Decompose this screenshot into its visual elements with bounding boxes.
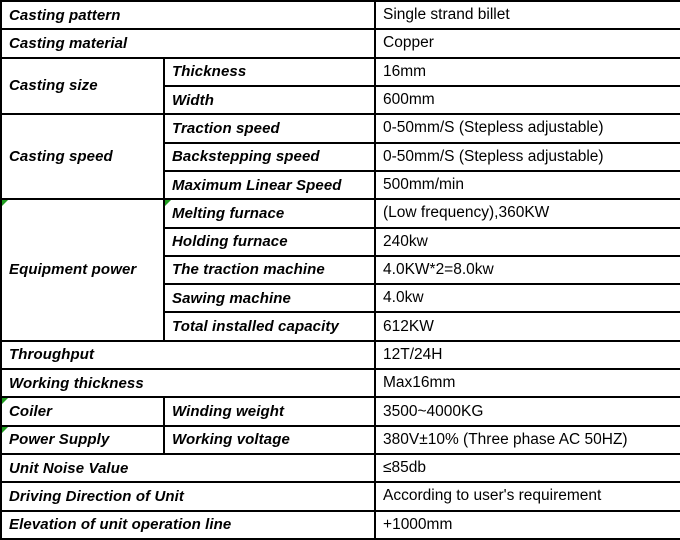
comment-marker-icon — [2, 427, 8, 433]
table-row — [1, 1, 680, 29]
table-row — [1, 114, 680, 142]
spec-value-thickness: 16mm — [375, 58, 680, 86]
table-row — [1, 454, 680, 482]
spec-value-backstepping-speed: 0-50mm/S (Stepless adjustable) — [375, 143, 680, 171]
spec-value-traction-speed: 0-50mm/S (Stepless adjustable) — [375, 114, 680, 142]
spec-label-text: Melting furnace — [172, 204, 285, 222]
table-row — [1, 511, 680, 539]
table-row — [1, 29, 680, 57]
spec-group-label: Power Supply — [9, 431, 110, 449]
spec-label-traction-machine: The traction machine — [164, 256, 375, 284]
spec-value-working-thickness: Max16mm — [375, 369, 680, 397]
spec-label-working-voltage: Working voltage — [164, 426, 375, 454]
spec-group-equipment-power — [1, 199, 164, 341]
spec-label-casting-pattern: Casting pattern — [1, 1, 375, 29]
spec-value-melting-furnace: (Low frequency),360KW — [375, 199, 680, 227]
spec-label-elevation: Elevation of unit operation line — [1, 511, 375, 539]
spec-value-total-installed-capacity: 612KW — [375, 312, 680, 340]
spec-value-casting-pattern: Single strand billet — [375, 1, 680, 29]
spec-value-casting-material: Copper — [375, 29, 680, 57]
spec-label-sawing-machine: Sawing machine — [164, 284, 375, 312]
spec-value-working-voltage: 380V±10% (Three phase AC 50HZ) — [375, 426, 680, 454]
spec-value-elevation: +1000mm — [375, 511, 680, 539]
spec-label-driving-direction: Driving Direction of Unit — [1, 482, 375, 510]
table-row — [1, 58, 680, 86]
comment-marker-icon — [2, 200, 8, 206]
spec-label-throughput: Throughput — [1, 341, 375, 369]
spec-group-label: Equipment power — [9, 261, 137, 279]
table-row — [1, 426, 680, 454]
spec-label-traction-speed: Traction speed — [164, 114, 375, 142]
spec-label-unit-noise-value: Unit Noise Value — [1, 454, 375, 482]
spec-value-unit-noise-value: ≤85db — [375, 454, 680, 482]
spec-value-sawing-machine: 4.0kw — [375, 284, 680, 312]
comment-marker-icon — [2, 398, 8, 404]
spec-group-coiler — [1, 397, 164, 425]
table-row — [1, 199, 680, 227]
spec-label-thickness: Thickness — [164, 58, 375, 86]
spec-label-holding-furnace: Holding furnace — [164, 228, 375, 256]
spec-value-winding-weight: 3500~4000KG — [375, 397, 680, 425]
spec-label-casting-material: Casting material — [1, 29, 375, 57]
spec-group-power-supply — [1, 426, 164, 454]
spec-group-label: Coiler — [9, 403, 53, 421]
table-row — [1, 369, 680, 397]
table-row — [1, 482, 680, 510]
spec-label-width: Width — [164, 86, 375, 114]
spec-value-holding-furnace: 240kw — [375, 228, 680, 256]
spec-label-maximum-linear-speed: Maximum Linear Speed — [164, 171, 375, 199]
spec-label-working-thickness: Working thickness — [1, 369, 375, 397]
spec-label-total-installed-capacity: Total installed capacity — [164, 312, 375, 340]
spec-group-casting-speed: Casting speed — [1, 114, 164, 199]
table-row — [1, 341, 680, 369]
spec-value-traction-machine: 4.0KW*2=8.0kw — [375, 256, 680, 284]
spec-value-width: 600mm — [375, 86, 680, 114]
spec-value-maximum-linear-speed: 500mm/min — [375, 171, 680, 199]
spec-label-backstepping-speed: Backstepping speed — [164, 143, 375, 171]
table-row — [1, 397, 680, 425]
spec-value-throughput: 12T/24H — [375, 341, 680, 369]
comment-marker-icon — [165, 200, 171, 206]
spec-label-winding-weight: Winding weight — [164, 397, 375, 425]
spec-group-casting-size: Casting size — [1, 58, 164, 115]
spec-value-driving-direction: According to user's requirement — [375, 482, 680, 510]
spec-label-melting-furnace — [164, 199, 375, 227]
